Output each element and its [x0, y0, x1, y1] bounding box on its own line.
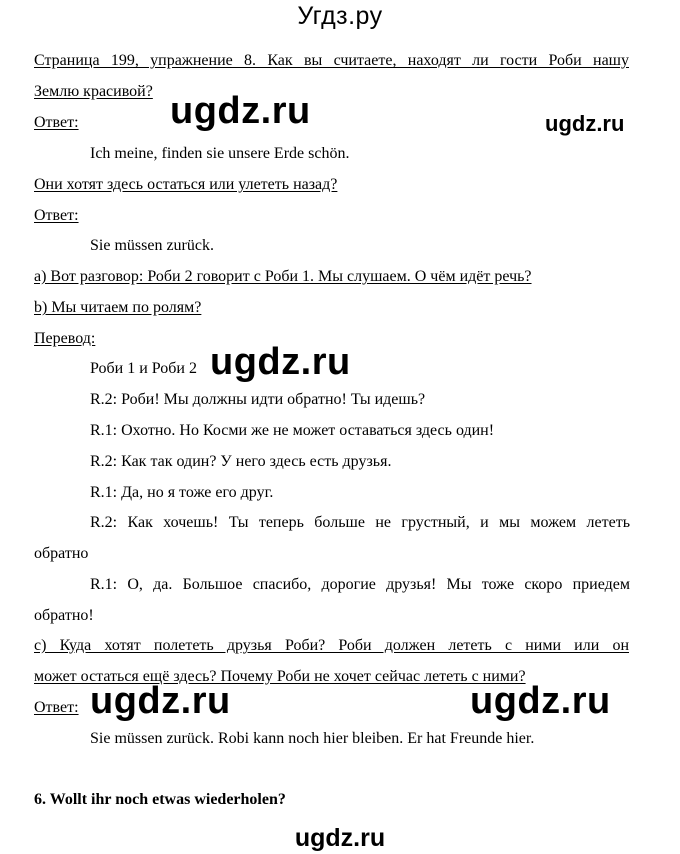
dialog-line: R.2: Как так один? У него здесь есть друзья. — [90, 453, 392, 470]
answer-label-1: Ответ: — [34, 114, 79, 131]
question-c-line-2: может остаться ещё здесь? Почему Роби не хочет сейчас лететь с ними? — [34, 668, 526, 685]
question-c-line-1: c) Куда хотят полететь друзья Роби? Роби должен лететь с ними или он — [34, 637, 629, 654]
question-2: Они хотят здесь остаться или улететь назад? — [34, 176, 338, 193]
answer-3: Sie müssen zurück. Robi kann noch hier bleiben. Er hat Freunde hier. — [90, 730, 535, 747]
dialog-line: обратно! — [34, 607, 94, 624]
dialog-line: Роби 1 и Роби 2 — [90, 360, 197, 377]
watermark: ugdz.ru — [210, 341, 351, 383]
site-header: Угдз.ру — [297, 2, 383, 30]
dialog-line: R.2: Как хочешь! Ты теперь больше не грустный, и мы можем лететь — [90, 514, 630, 531]
watermark: ugdz.ru — [170, 90, 311, 132]
site-footer: ugdz.ru — [294, 824, 386, 852]
watermark: ugdz.ru — [470, 680, 611, 722]
dialog-line: R.1: О, да. Большое спасибо, дорогие друзья! Мы тоже скоро приедем — [90, 576, 630, 593]
question-1-line-1: Страница 199, упражнение 8. Как вы считаете, находят ли гости Роби нашу — [34, 52, 629, 69]
answer-1: Ich meine, finden sie unsere Erde schön. — [90, 145, 350, 162]
dialog-line: обратно — [34, 545, 89, 562]
watermark: ugdz.ru — [545, 111, 625, 136]
section-6-heading: 6. Wollt ihr noch etwas wiederholen? — [34, 791, 286, 808]
translation-label: Перевод: — [34, 330, 96, 347]
question-b: b) Мы читаем по ролям? — [34, 299, 202, 316]
answer-2: Sie müssen zurück. — [90, 237, 214, 254]
dialog-line: R.1: Да, но я тоже его друг. — [90, 484, 274, 501]
answer-label-3: Ответ: — [34, 699, 79, 716]
question-1-line-2: Землю красивой? — [34, 83, 153, 100]
watermark: ugdz.ru — [90, 680, 231, 722]
answer-label-2: Ответ: — [34, 207, 79, 224]
dialog-line: R.2: Роби! Мы должны идти обратно! Ты идешь? — [90, 391, 426, 408]
dialog-line: R.1: Охотно. Но Косми же не может оставаться здесь один! — [90, 422, 495, 439]
question-a: a) Вот разговор: Роби 2 говорит с Роби 1. Мы слушаем. О чём идёт речь? — [34, 268, 532, 285]
